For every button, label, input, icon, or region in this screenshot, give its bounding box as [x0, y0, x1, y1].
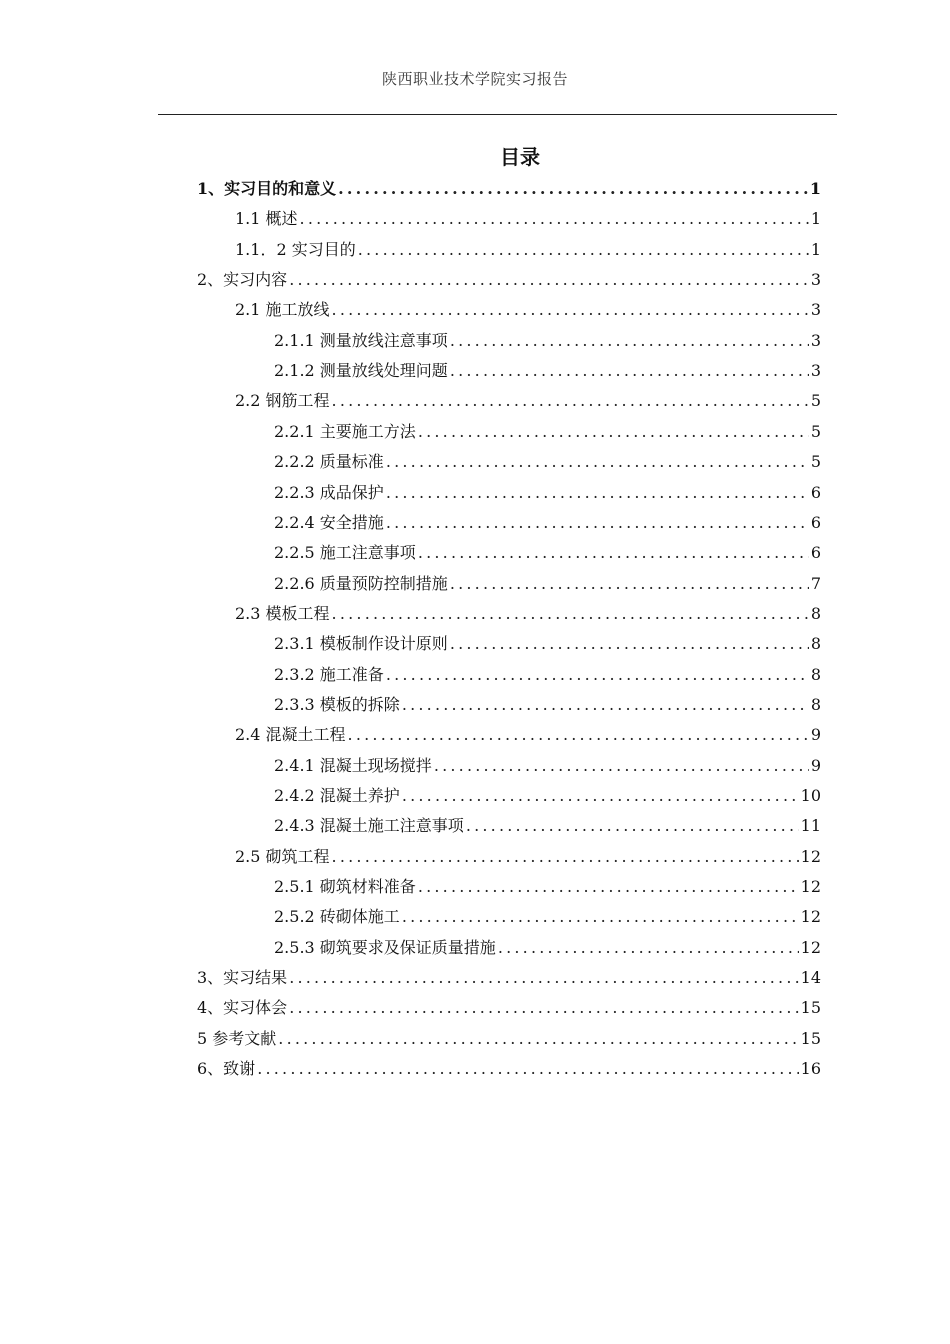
toc-dot-leader [386, 508, 809, 538]
toc-entry[interactable] [274, 751, 821, 781]
toc-entry-page-number: 3 [810, 361, 821, 381]
toc-dot-leader [450, 569, 809, 599]
toc-entry-page-number: 5 [810, 452, 821, 472]
toc-entry-text: 3、实习结果 [197, 968, 288, 988]
toc-dot-leader [278, 1024, 798, 1054]
toc-entry-text: 2.2.6 质量预防控制措施 [274, 573, 448, 593]
toc-dot-leader [289, 963, 798, 993]
toc-dot-leader [348, 720, 809, 750]
toc-entry-page-number: 5 [810, 391, 821, 411]
toc-entry[interactable] [274, 933, 821, 963]
toc-entry-text: 2.2.3 成品保护 [274, 482, 384, 502]
toc-entry-page-number: 12 [800, 846, 821, 866]
toc-entry-page-number: 15 [800, 998, 821, 1018]
toc-entry-text: 1.1 概述 [235, 209, 298, 229]
toc-entry[interactable] [274, 660, 821, 690]
toc-dot-leader [418, 538, 809, 568]
toc-entry-text: 1.1．2 实习目的 [235, 239, 356, 259]
toc-entry[interactable] [235, 599, 821, 629]
toc-entry[interactable] [235, 235, 821, 265]
toc-entry[interactable] [197, 1054, 821, 1084]
toc-entry[interactable] [235, 204, 821, 234]
toc-dot-leader [402, 902, 799, 932]
toc-entry-page-number: 8 [810, 603, 821, 623]
toc-entry[interactable] [274, 417, 821, 447]
toc-dot-leader [332, 386, 809, 416]
toc-dot-leader [289, 993, 798, 1023]
toc-entry-text: 2.5.2 砖砌体施工 [274, 907, 400, 927]
toc-dot-leader [332, 599, 809, 629]
toc-entry-page-number: 6 [810, 482, 821, 502]
toc-entry-text: 4、实习体会 [197, 998, 288, 1018]
toc-dot-leader [300, 204, 809, 234]
toc-entry-text: 2.2 钢筋工程 [235, 391, 330, 411]
toc-entry-page-number: 3 [810, 300, 821, 320]
toc-entry-page-number: 12 [800, 937, 821, 957]
toc-title: 目录 [500, 145, 540, 169]
toc-entry-text: 6、致谢 [197, 1059, 256, 1079]
toc-entry[interactable] [274, 690, 821, 720]
toc-entry-text: 2.2.4 安全措施 [274, 512, 384, 532]
toc-dot-leader [332, 295, 809, 325]
toc-dot-leader [450, 326, 809, 356]
toc-entry-page-number: 12 [800, 877, 821, 897]
toc-entry-page-number: 1 [810, 239, 821, 259]
toc-entry-page-number: 3 [810, 270, 821, 290]
toc-dot-leader [450, 629, 809, 659]
page-header: 陕西职业技术学院实习报告 [381, 70, 568, 88]
toc-dot-leader [289, 265, 809, 295]
toc-entry-page-number: 1 [809, 179, 821, 198]
toc-entry-text: 2.5.3 砌筑要求及保证质量措施 [274, 937, 496, 957]
toc-entry[interactable] [197, 174, 821, 204]
toc-dot-leader [358, 235, 809, 265]
toc-entry-page-number: 6 [810, 512, 821, 532]
toc-entry-text: 2.5 砌筑工程 [235, 846, 330, 866]
toc-dot-leader [332, 842, 799, 872]
toc-entry-page-number: 8 [810, 694, 821, 714]
toc-dot-leader [466, 811, 799, 841]
toc-dot-leader [418, 417, 809, 447]
toc-entry-text: 2.3.3 模板的拆除 [274, 694, 400, 714]
toc-entry-text: 2.4.1 混凝土现场搅拌 [274, 755, 432, 775]
toc-entry-page-number: 14 [800, 968, 821, 988]
toc-entry[interactable] [274, 872, 821, 902]
toc-entry[interactable] [274, 811, 821, 841]
toc-entry-text: 2.4 混凝土工程 [235, 725, 346, 745]
toc-entry[interactable] [274, 478, 821, 508]
toc-dot-leader [498, 933, 799, 963]
toc-entry-page-number: 8 [810, 664, 821, 684]
toc-entry[interactable] [197, 265, 821, 295]
toc-dot-leader [338, 174, 808, 204]
toc-entry-page-number: 12 [800, 907, 821, 927]
toc-entry-page-number: 6 [810, 543, 821, 563]
toc-entry-page-number: 1 [810, 209, 821, 229]
toc-entry-text: 2.1.2 测量放线处理问题 [274, 361, 448, 381]
toc-dot-leader [434, 751, 809, 781]
toc-dot-leader [386, 660, 809, 690]
toc-entry-text: 2.2.1 主要施工方法 [274, 421, 416, 441]
toc-dot-leader [418, 872, 799, 902]
toc-entry-text: 2.2.2 质量标准 [274, 452, 384, 472]
toc-entry-text: 2.3.1 模板制作设计原则 [274, 634, 448, 654]
toc-entry[interactable] [274, 902, 821, 932]
toc-entry[interactable] [274, 569, 821, 599]
toc-entry-page-number: 10 [800, 786, 821, 805]
toc-dot-leader [257, 1054, 798, 1084]
toc-dot-leader [402, 781, 799, 811]
toc-entry[interactable] [197, 1024, 821, 1054]
toc-entry[interactable] [197, 993, 821, 1023]
toc-entry[interactable] [274, 629, 821, 659]
toc-entry[interactable] [274, 326, 821, 356]
toc-entry-text: 2.1.1 测量放线注意事项 [274, 330, 448, 350]
header-divider [158, 114, 837, 115]
toc-entry[interactable] [235, 386, 821, 416]
toc-entry[interactable] [235, 842, 821, 872]
toc-entry-text: 2.3.2 施工准备 [274, 664, 384, 684]
toc-entry[interactable] [235, 720, 821, 750]
toc-dot-leader [386, 447, 809, 477]
toc-entry-page-number: 5 [810, 421, 821, 441]
toc-entry-page-number: 9 [810, 725, 821, 745]
toc-entry[interactable] [274, 781, 821, 811]
toc-entry-page-number: 9 [810, 755, 821, 775]
toc-entry-page-number: 16 [800, 1059, 821, 1079]
toc-dot-leader [402, 690, 809, 720]
toc-entry[interactable] [197, 963, 821, 993]
toc-entry-page-number: 7 [810, 573, 821, 593]
toc-entry-page-number: 11 [800, 816, 821, 836]
toc-entry-text: 5 参考文献 [197, 1028, 277, 1048]
toc-entry-text: 2.2.5 施工注意事项 [274, 543, 416, 563]
toc-entry-text: 2.1 施工放线 [235, 300, 330, 320]
toc-entry[interactable] [274, 447, 821, 477]
toc-entry[interactable] [274, 508, 821, 538]
toc-entry-page-number: 15 [800, 1028, 821, 1048]
toc-entry-text: 1、实习目的和意义 [197, 179, 337, 198]
toc-entry-page-number: 8 [810, 634, 821, 654]
toc-dot-leader [386, 478, 809, 508]
toc-entry-page-number: 3 [810, 330, 821, 350]
toc-entry-text: 2.3 模板工程 [235, 603, 330, 623]
toc-entry-text: 2、实习内容 [197, 270, 288, 290]
toc-dot-leader [450, 356, 809, 386]
toc-entry[interactable] [274, 356, 821, 386]
toc-entry[interactable] [235, 295, 821, 325]
toc-entry-text: 2.5.1 砌筑材料准备 [274, 877, 416, 897]
toc-entry-text: 2.4.2 混凝土养护 [274, 786, 400, 805]
toc-entry[interactable] [274, 538, 821, 568]
toc-entry-text: 2.4.3 混凝土施工注意事项 [274, 816, 464, 836]
